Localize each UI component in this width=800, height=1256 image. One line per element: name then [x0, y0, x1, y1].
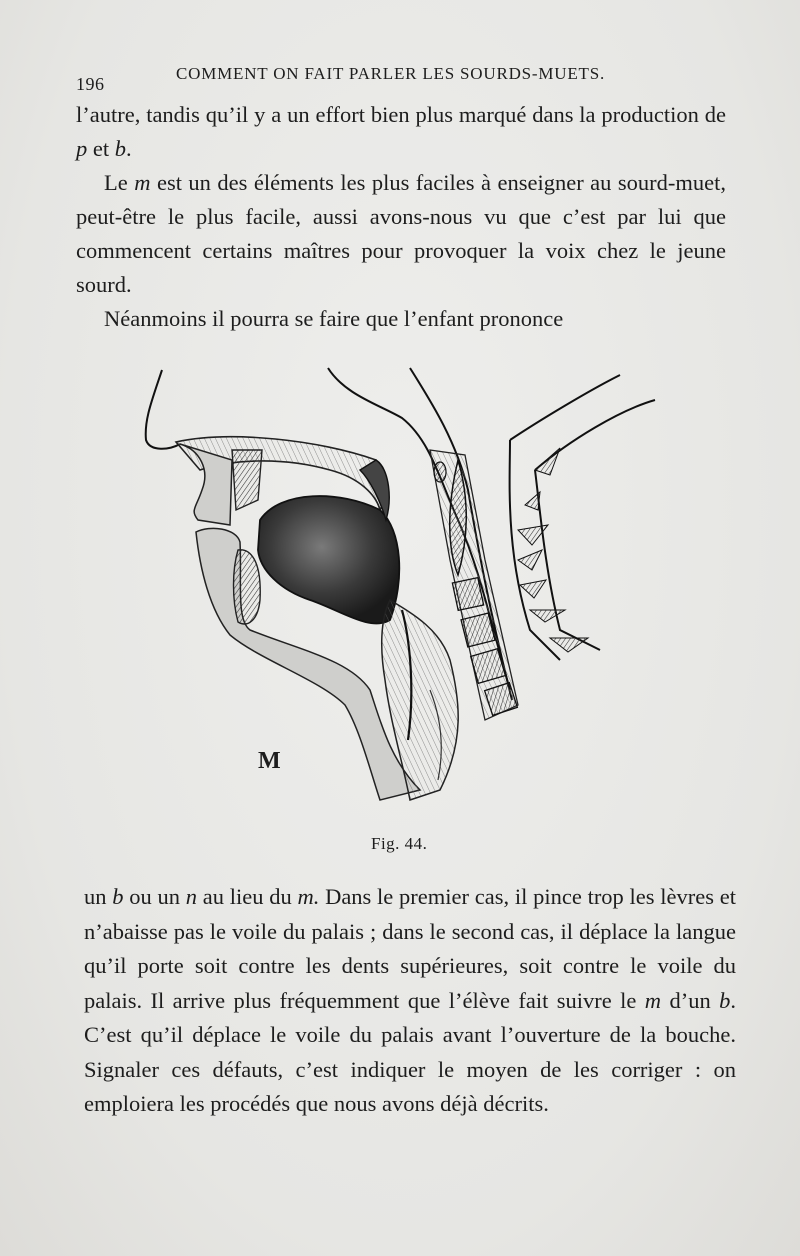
anatomical-figure: [140, 360, 670, 830]
paragraph-neanmoins: Néanmoins il pourra se faire que l’enfant prononce: [104, 306, 564, 331]
figure-letter-label: M: [258, 748, 281, 774]
figure-caption: Fig. 44.: [371, 834, 428, 853]
body-text-bottom: [84, 880, 736, 1122]
paragraph-m-letter: Le m est un des éléments les plus faciles à enseigner au sourd-muet, peut-être le plus facile, aussi avons-nous vu que c’est par lui que commencent certains maîtres pour provoquer la voix chez le jeune sourd.: [76, 170, 726, 297]
page-number: 196: [76, 74, 105, 94]
running-head: [76, 62, 726, 92]
running-head-title: COMMENT ON FAIT PARLER LES SOURDS-MUETS.: [176, 64, 606, 83]
sagittal-head-section-illustration: [140, 360, 670, 830]
body-text-top: [76, 98, 726, 336]
paragraph-continuation: l’autre, tandis qu’il y a un effort bien plus marqué dans la production de p et b.: [76, 102, 727, 161]
paragraph-defauts: un b ou un n au lieu du m. Dans le premier cas, il pince trop les lèvres et n’abaisse pas le voile du palais ; dans le second cas, il déplace la langue qu’il porte soit contre les dents supérieures, soit contre le voile du palais. Il arrive plus fréquemment que l’élève fait suivre le m d’un b. C’est qu’il déplace le voile du palais avant l’ouverture de la bouche. Signaler ces défauts, c’est indiquer le moyen de les corriger : on emploiera les procédés que nous avons déjà décrits.: [84, 884, 736, 1116]
